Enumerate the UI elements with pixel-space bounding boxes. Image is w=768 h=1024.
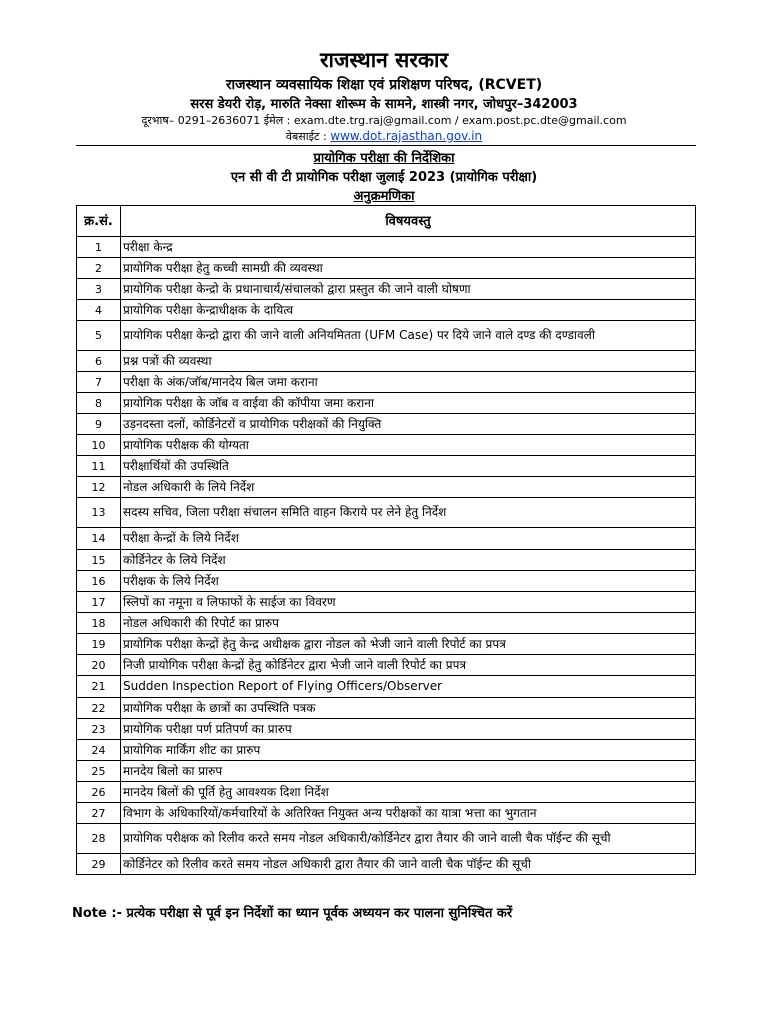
- row-content: परीक्षा केन्द्र: [121, 237, 696, 258]
- row-serial: 5: [77, 321, 121, 351]
- row-content: प्रायोगिक परीक्षक की योग्यता: [121, 435, 696, 456]
- table-row: [77, 676, 696, 698]
- table-header-row: [77, 206, 696, 237]
- table-row: [77, 456, 696, 477]
- row-content: मानदेय बिलों की पूर्ति हेतु आवश्यक दिशा निर्देश: [121, 782, 696, 803]
- government-title: राजस्थान सरकार: [319, 48, 449, 72]
- table-row: [77, 414, 696, 435]
- row-serial: 6: [77, 351, 121, 372]
- row-serial: 7: [77, 372, 121, 393]
- row-serial: 23: [77, 719, 121, 740]
- row-serial: 27: [77, 803, 121, 824]
- row-content: प्रायोगिक परीक्षा केन्द्रो द्वारा की जाने वाली अनियमितता (UFM Case) पर दिये जाने वाले दण्ड की दण्डावली: [121, 321, 696, 351]
- row-content: Sudden Inspection Report of Flying Officers/Observer: [121, 676, 696, 698]
- row-serial: 12: [77, 477, 121, 498]
- row-content: परीक्षक के लिये निर्देश: [121, 571, 696, 592]
- table-row: [77, 351, 696, 372]
- council-name: राजस्थान व्यवसायिक शिक्षा एवं प्रशिक्षण परिषद, (RCVET): [225, 77, 543, 93]
- row-serial: 1: [77, 237, 121, 258]
- table-row: [77, 279, 696, 300]
- table-row: [77, 237, 696, 258]
- row-content: प्रायोगिक परीक्षा केन्द्राधीक्षक के दायित्व: [121, 300, 696, 321]
- table-row: [77, 571, 696, 592]
- row-serial: 8: [77, 393, 121, 414]
- row-content: उड़नदस्ता दलों, कोर्डिनेटरों व प्रायोगिक परीक्षकों की नियुक्ति: [121, 414, 696, 435]
- table-row: [77, 435, 696, 456]
- row-serial: 4: [77, 300, 121, 321]
- row-serial: 10: [77, 435, 121, 456]
- table-row: [77, 393, 696, 414]
- table-row: [77, 761, 696, 782]
- row-content: प्रायोगिक परीक्षा हेतु कच्ची सामग्री की व्यवस्था: [121, 258, 696, 279]
- note-text: प्रत्येक परीक्षा से पूर्व इन निर्देशों का ध्यान पूर्वक अध्ययन कर पालना सुनिश्चित करें: [126, 906, 513, 921]
- table-row: [77, 258, 696, 279]
- table-row: [77, 321, 696, 351]
- table-row: [77, 592, 696, 613]
- table-row: [77, 854, 696, 875]
- row-serial: 11: [77, 456, 121, 477]
- table-row: [77, 300, 696, 321]
- row-content: कोर्डिनेटर के लिये निर्देश: [121, 550, 696, 571]
- website-line: [0, 129, 768, 144]
- row-serial: 16: [77, 571, 121, 592]
- row-content: परीक्षार्थियों की उपस्थिति: [121, 456, 696, 477]
- row-serial: 3: [77, 279, 121, 300]
- row-content: परीक्षा केन्द्रों के लिये निर्देश: [121, 528, 696, 550]
- website-label: वेबसाईट :: [285, 130, 327, 143]
- row-content: प्रायोगिक मार्किंग शीट का प्रारुप: [121, 740, 696, 761]
- table-row: [77, 824, 696, 854]
- table-row: [77, 740, 696, 761]
- document-title: प्रायोगिक परीक्षा की निर्देशिका: [313, 151, 455, 166]
- row-content: सदस्य सचिव, जिला परीक्षा संचालन समिति वाहन किराये पर लेने हेतु निर्देश: [121, 498, 696, 528]
- row-serial: 18: [77, 613, 121, 634]
- index-table: [76, 205, 696, 875]
- row-serial: 14: [77, 528, 121, 550]
- row-serial: 15: [77, 550, 121, 571]
- row-serial: 21: [77, 676, 121, 698]
- row-serial: 2: [77, 258, 121, 279]
- row-content: प्रश्न पत्रों की व्यवस्था: [121, 351, 696, 372]
- table-row: [77, 372, 696, 393]
- row-serial: 9: [77, 414, 121, 435]
- row-serial: 22: [77, 698, 121, 719]
- table-row: [77, 528, 696, 550]
- note-label: Note :-: [72, 906, 122, 921]
- row-content: प्रायोगिक परीक्षक को रिलीव करते समय नोडल अधिकारी/कोर्डिनेटर द्वारा तैयार की जाने वाली चैक पॉईन्ट की सूची: [121, 824, 696, 854]
- row-serial: 17: [77, 592, 121, 613]
- table-row: [77, 498, 696, 528]
- row-content: प्रायोगिक परीक्षा के छात्रों का उपस्थिति पत्रक: [121, 698, 696, 719]
- row-serial: 25: [77, 761, 121, 782]
- table-row: [77, 655, 696, 676]
- row-content: प्रायोगिक परीक्षा केन्द्रो के प्रधानाचार्य/संचालको द्वारा प्रस्तुत की जाने वाली घोषणा: [121, 279, 696, 300]
- row-serial: 28: [77, 824, 121, 854]
- row-content: मानदेय बिलो का प्रारुप: [121, 761, 696, 782]
- table-row: [77, 719, 696, 740]
- row-serial: 20: [77, 655, 121, 676]
- column-header-sn: क्र.सं.: [77, 206, 121, 237]
- contact-line: दूरभाष– 0291–2636071 ईमेल : exam.dte.trg.raj@gmail.com / exam.post.pc.dte@gmail.com: [141, 114, 627, 127]
- table-row: [77, 477, 696, 498]
- row-serial: 24: [77, 740, 121, 761]
- table-row: [77, 698, 696, 719]
- row-serial: 26: [77, 782, 121, 803]
- row-content: प्रायोगिक परीक्षा केन्द्रों हेतु केन्द्र अधीक्षक द्वारा नोडल को भेजी जाने वाली रिपोर्ट का प्रपत्र: [121, 634, 696, 655]
- index-table-body: [77, 237, 696, 875]
- row-content: नोडल अधिकारी के लिये निर्देश: [121, 477, 696, 498]
- row-serial: 19: [77, 634, 121, 655]
- website-link[interactable]: www.dot.rajasthan.gov.in: [330, 129, 483, 143]
- row-content: परीक्षा के अंक/जॉब/मानदेय बिल जमा कराना: [121, 372, 696, 393]
- row-content: प्रायोगिक परीक्षा पर्ण प्रतिपर्ण का प्रारुप: [121, 719, 696, 740]
- row-serial: 13: [77, 498, 121, 528]
- column-header-content: विषयवस्तु: [121, 206, 696, 237]
- table-row: [77, 634, 696, 655]
- row-content: विभाग के अधिकारियों/कर्मचारियों के अतिरिक्त नियुक्त अन्य परीक्षकों का यात्रा भत्ता का भुगतान: [121, 803, 696, 824]
- table-row: [77, 550, 696, 571]
- row-content: निजी प्रायोगिक परीक्षा केन्द्रों हेतु कोर्डिनेटर द्वारा भेजी जाने वाली रिपोर्ट का प्रपत्र: [121, 655, 696, 676]
- row-content: कोर्डिनेटर को रिलीव करते समय नोडल अधिकारी द्वारा तैयार की जाने वाली चैक पॉईन्ट की सूची: [121, 854, 696, 875]
- index-heading: अनुक्रमणिका: [353, 189, 415, 204]
- row-content: नोडल अधिकारी की रिपोर्ट का प्रारुप: [121, 613, 696, 634]
- table-row: [77, 613, 696, 634]
- footer-note: [72, 903, 712, 921]
- row-content: प्रायोगिक परीक्षा के जॉब व वाईवा की कॉपीया जमा कराना: [121, 393, 696, 414]
- council-address: सरस डेयरी रोड़, मारुति नेक्सा शोरूम के सामने, शास्त्री नगर, जोधपुर–342003: [190, 97, 578, 112]
- row-serial: 29: [77, 854, 121, 875]
- row-content: स्लिपों का नमूना व लिफाफों के साईज का विवरण: [121, 592, 696, 613]
- table-row: [77, 782, 696, 803]
- header-divider: [76, 145, 696, 146]
- table-row: [77, 803, 696, 824]
- exam-subtitle: एन सी वी टी प्रायोगिक परीक्षा जुलाई 2023 (प्रायोगिक परीक्षा): [230, 170, 538, 185]
